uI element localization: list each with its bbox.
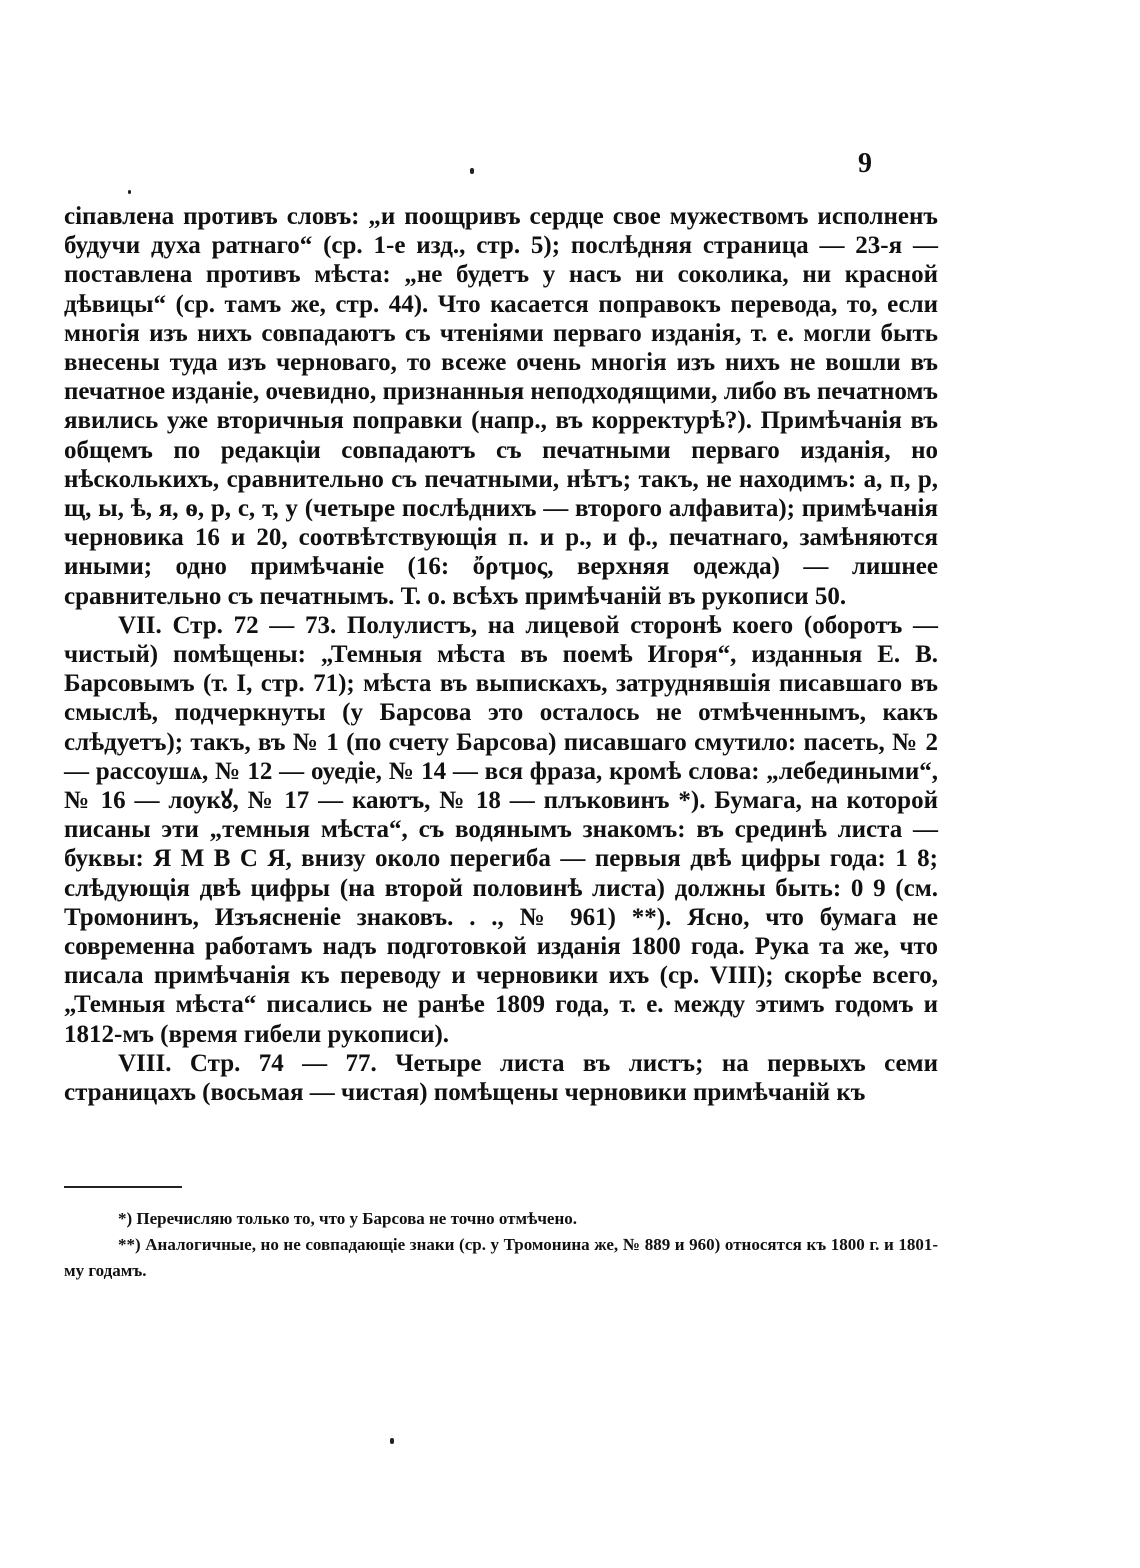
ink-speck-top — [470, 168, 474, 174]
footnote-2: **) Аналогичные, но не совпадающіе знаки (ср. у Тромонина же, № 889 и 960) относятся къ 1800 г. и 1801-му годамъ. — [64, 1235, 938, 1280]
paragraph-section-vii: VII. Стр. 72 — 73. Полулистъ, на лицевой сторонѣ коего (оборотъ — чистый) помѣщены: „Темныя мѣста въ поемѣ Игоря“, изданныя Е. В. Барсовымъ (т. I, стр. 71); мѣста въ выпискахъ, затруднявшія писавшаго въ смыслѣ, подчеркнуты (у Барсова это осталось не отмѣченнымъ, какъ слѣдуетъ); такъ, въ № 1 (по счету Барсова) писавшаго смутило: пасеть, № 2 — рассоушѧ, № 12 — оуедіе, № 14 — вся фраза, кромѣ слова: „лебедиными“, № 16 — лоукꙋ, № 17 — каютъ, № 18 — плъковинъ *). Бумага, на которой писаны эти „темныя мѣста“, съ водянымъ знакомъ: въ срединѣ листа — буквы: Я М В С Я, внизу около перегиба — первыя двѣ цифры года: 1 8; слѣдующія двѣ цифры (на второй половинѣ листа) должны быть: 0 9 (см. Тромонинъ, Изъясненіе знаковъ. . ., № 961) **). Ясно, что бумага не современна работамъ надъ подготовкой изданія 1800 года. Рука та же, что писала примѣчанія къ переводу и черновики ихъ (ср. VIII); скорѣе всего, „Темныя мѣста“ писались не ранѣе 1809 года, т. е. между этимъ годомъ и 1812-мъ (время гибели рукописи). — [64, 611, 938, 1048]
paragraph-continuation: сіпавлена противъ словъ: „и поощривъ сердце свое мужествомъ исполненъ будучи духа ратнаго“ (ср. 1-е изд., стр. 5); послѣдняя страница — 23-я — поставлена противъ мѣста: „не будетъ у насъ ни соколика, ни красной дѣвицы“ (ср. тамъ же, стр. 44). Что касается поправокъ перевода, то, если многія изъ нихъ совпадаютъ съ чтеніями перваго изданія, т. е. могли быть внесены туда изъ черноваго, то всеже очень многія изъ нихъ не вошли въ печатное изданіе, очевидно, признанныя неподходящими, либо въ печатномъ явились уже вторичныя поправки (напр., въ корректурѣ?). Примѣчанія въ общемъ по редакціи совпадаютъ съ печатными перваго изданія, но нѣсколькихъ, сравнительно съ печатными, нѣтъ; такъ, не находимъ: а, п, р, щ, ы, ѣ, я, ѳ, р, с, т, у (четыре послѣднихъ — второго алфавита); примѣчанія черновика 16 и 20, соотвѣтствующія п. и р., и ф., печатнаго, замѣняются иными; одно примѣчаніе (16: ὄρτμος, верхняя одежда) — лишнее сравнительно съ печатнымъ. Т. о. всѣхъ примѣчаній въ рукописи 50. — [64, 203, 938, 610]
paragraph-section-viii: VIII. Стр. 74 — 77. Четыре листа въ листъ; на первыхъ семи страницахъ (восьмая — чистая) помѣщены черновики примѣчаній къ — [64, 1049, 938, 1107]
ink-speck-bottom — [390, 1438, 394, 1444]
ink-speck-left — [128, 190, 131, 194]
footnote-divider — [64, 1186, 182, 1188]
footnote-1: *) Перечисляю только то, что у Барсова не точно отмѣчено. — [118, 1209, 577, 1228]
footnotes — [64, 1206, 938, 1284]
main-text — [64, 202, 938, 1107]
page-number: 9 — [858, 148, 872, 179]
